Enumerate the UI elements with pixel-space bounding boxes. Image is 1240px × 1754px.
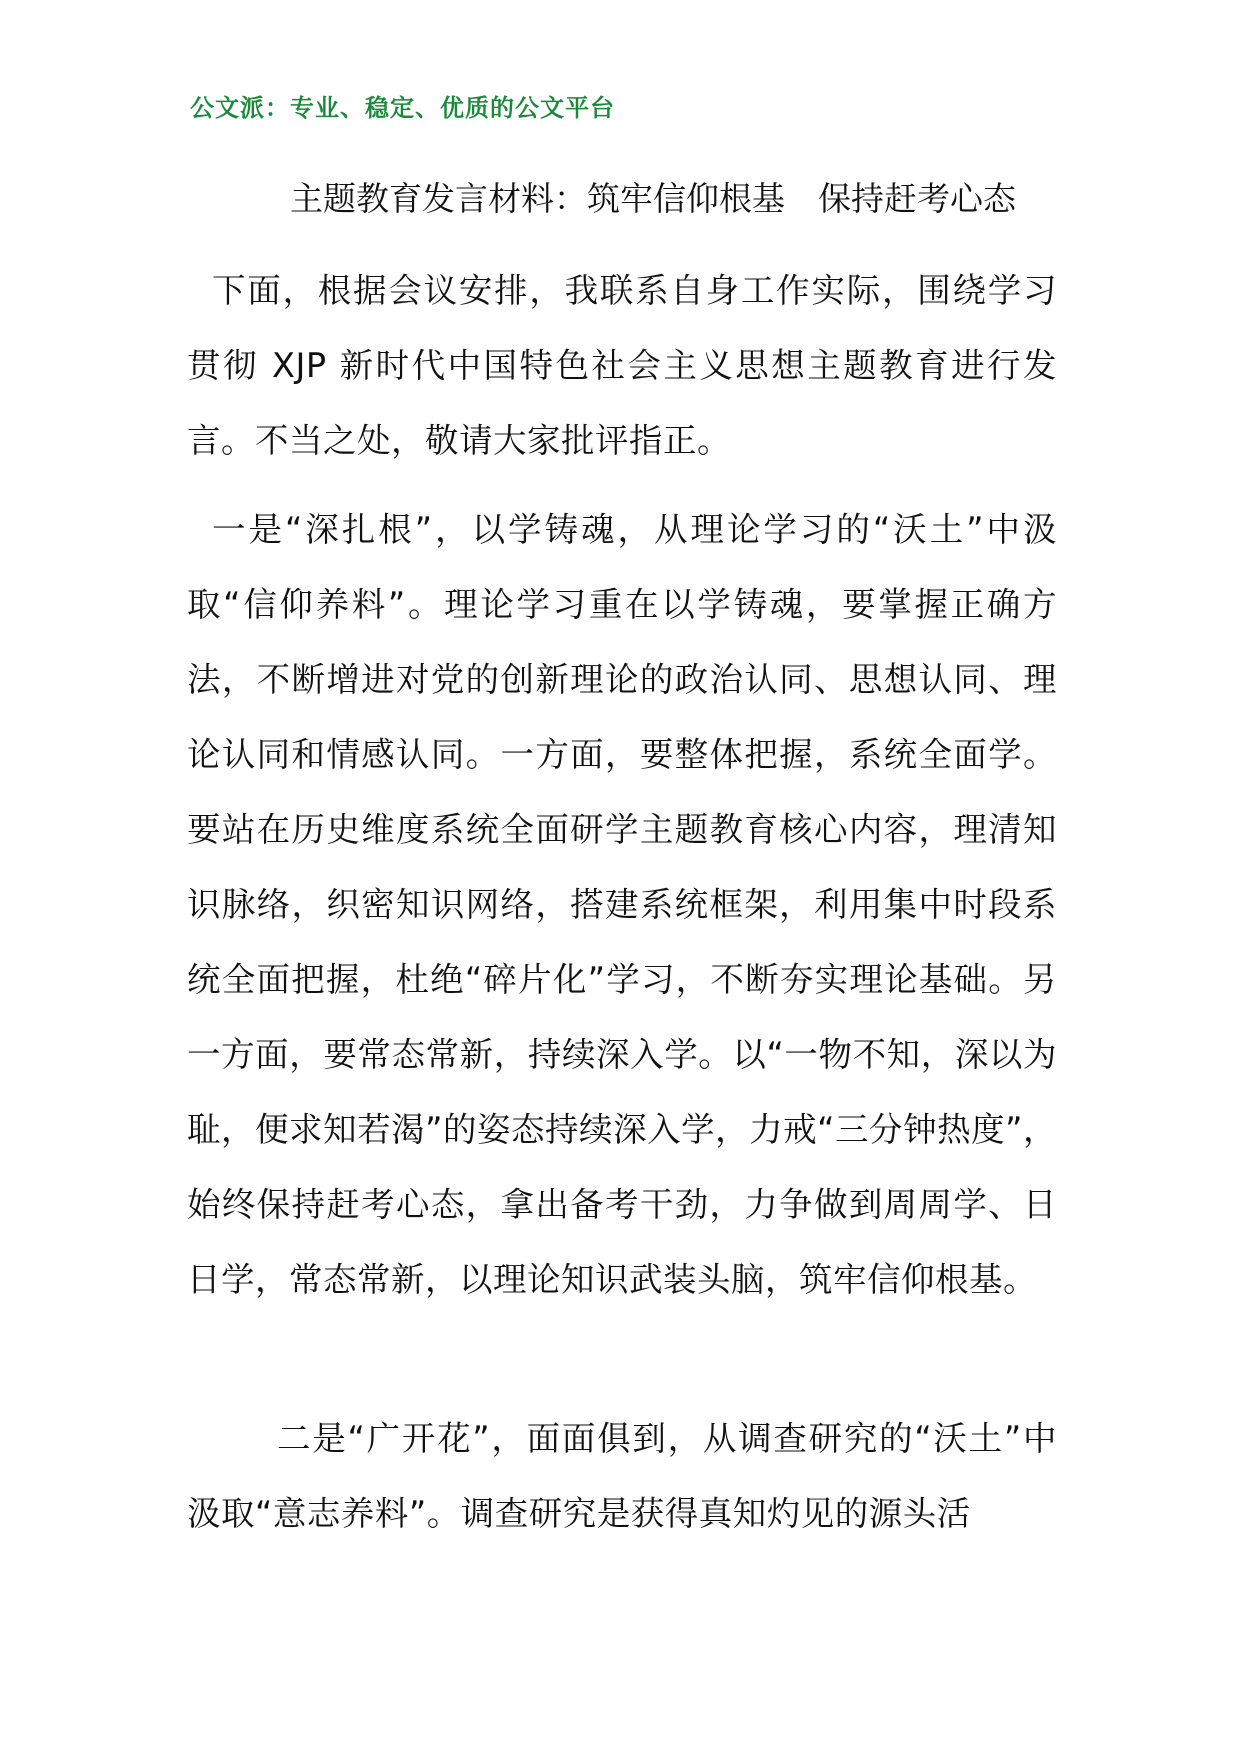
site-slogan-header: 公文派：专业、稳定、优质的公文平台 xyxy=(190,94,615,122)
paragraph-point-one: 一是“深扎根”，以学铸魂，从理论学习的“沃土”中汲取“信仰养料”。理论学习重在以学铸魂，要掌握正确方法，不断增进对党的创新理论的政治认同、思想认同、理论认同和情感认同。一方面，要整体把握，系统全面学。要站在历史维度系统全面研学主题教育核心内容，理清知识脉络，织密知识网络，搭建系统框架，利用集中时段系统全面把握，杜绝“碎片化”学习，不断夯实理论基础。另一方面，要常态常新，持续深入学。以“一物不知，深以为耻，便求知若渴”的姿态持续深入学，力戒“三分钟热度”，始终保持赶考心态，拿出备考干劲，力争做到周周学、日日学，常态常新，以理论知识武装头脑，筑牢信仰根基。 xyxy=(187,510,1057,1299)
paragraph-intro: 下面，根据会议安排，我联系自身工作实际，围绕学习贯彻 XJP 新时代中国特色社会主义思想主题教育进行发言。不当之处，敬请大家批评指正。 xyxy=(187,271,1057,460)
document-title: 主题教育发言材料：筑牢信仰根基 保持赶考心态 xyxy=(290,179,1016,218)
paragraph-point-two: 二是“广开花”，面面俱到，从调查研究的“沃土”中汲取“意志养料”。调查研究是获得真知灼见的源头活 xyxy=(187,1419,1057,1533)
